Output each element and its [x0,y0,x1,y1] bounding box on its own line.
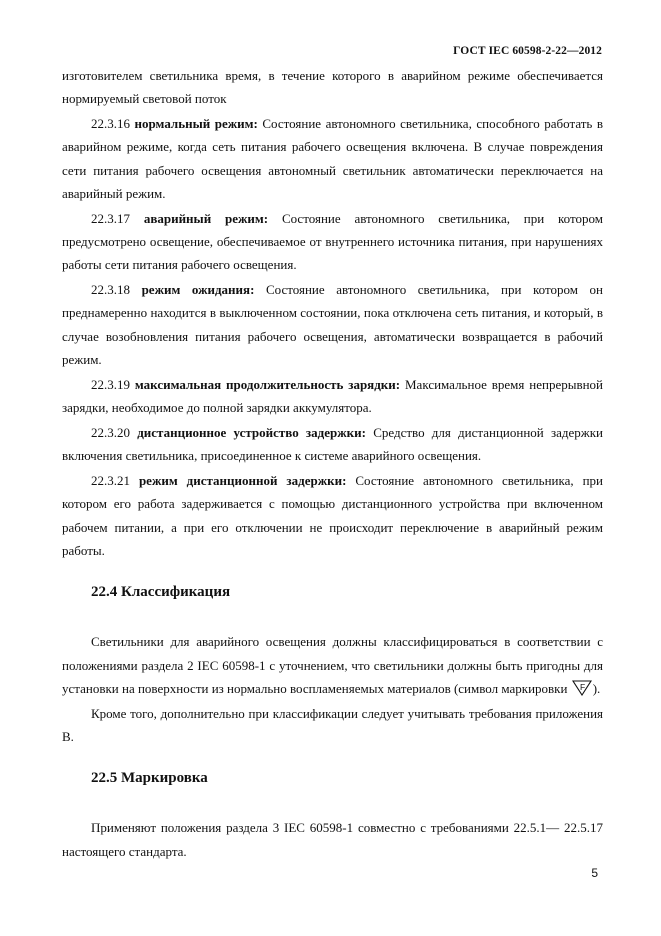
definition-text: Состояние автономного светильника, при котором его работа задерживается с помощью дистанционного устройства при включенном рабочем питании, а при его отключении не происходит переключение в аварийный режим работы. [62,473,604,558]
intro-paragraph: изготовителем светильника время, в течение которого в аварийном режиме обеспечивается нормируемый световой поток [62,68,603,107]
document-body [62,64,603,864]
page-number: 5 [591,866,598,880]
term: максимальная продолжительность зарядки: [134,376,401,392]
clause-number: 22.3.16 [91,116,130,132]
section-title-marking: 22.5 Маркировка [91,770,208,787]
term: аварийный режим: [143,210,269,226]
definition-22-3-20 [62,421,603,468]
symbol-letter: F [579,681,585,692]
definition-22-3-21 [62,469,603,562]
term: нормальный режим: [134,116,258,132]
classification-paragraph [62,630,603,700]
clause-number: 22.3.18 [91,282,130,298]
definition-22-3-18 [62,278,603,371]
marking-paragraph: Применяют положения раздела 3 IEC 60598-1 совместно с требованиями 22.5.1— 22.5.17 настоящего стандарта. [62,820,603,859]
definition-text: Состояние автономного светильника, способного работать в аварийном режиме, когда сеть питания рабочего освещения включена. В случае повреждения сети питания рабочего освещения автономный светильник автоматически переключается на аварийный режим. [62,116,604,201]
definition-text: Состояние автономного светильника, при котором он преднамеренно находится в выключенном состоянии, пока отключена сеть питания, и который, в случае возобновления питания рабочего освещения, автоматически возвращается в рабочий режим. [62,282,603,368]
clause-number: 22.3.17 [91,210,130,226]
section-title-classification: 22.4 Классификация [91,584,231,601]
definition-22-3-16 [62,112,603,205]
classification-text-end: ). [592,680,601,696]
spacer [62,603,603,630]
term: дистанционное устройство задержки: [137,424,366,440]
definition-text: Средство для дистанционной задержки включения светильника, присоединенное к системе аварийного освещения. [62,424,603,464]
term: режим дистанционной задержки: [138,473,347,489]
standard-header: ГОСТ IEC 60598-2-22—2012 [453,45,602,57]
classification-additional-text: Кроме того, дополнительно при классификации следует учитывать требования приложения В. [62,705,603,744]
definition-22-3-19 [62,373,603,420]
definition-text: Максимальное время непрерывной зарядки, необходимое до полной зарядки аккумулятора. [62,376,603,416]
classification-additional-paragraph [62,702,603,749]
clause-number: 22.3.21 [91,473,130,489]
classification-text: Светильники для аварийного освещения должны классифицироваться в соответствии с положениями раздела 2 IEC 60598-1 с уточнением, что светильники должны быть пригодны для установки на поверхности из нормально воспламеняемых материалов (символ маркировки [62,634,603,696]
definition-text: Состояние автономного светильника, при котором предусмотрено освещение, обеспечиваемое от внутреннего источника питания, при нарушениях работы сети питания рабочего освещения. [62,210,603,273]
definition-22-3-17 [62,207,603,277]
clause-number: 22.3.20 [91,424,130,440]
spacer [62,789,603,816]
term: режим ожидания: [141,282,255,298]
flammable-surface-symbol-icon [572,680,592,696]
clause-number: 22.3.19 [91,376,130,392]
